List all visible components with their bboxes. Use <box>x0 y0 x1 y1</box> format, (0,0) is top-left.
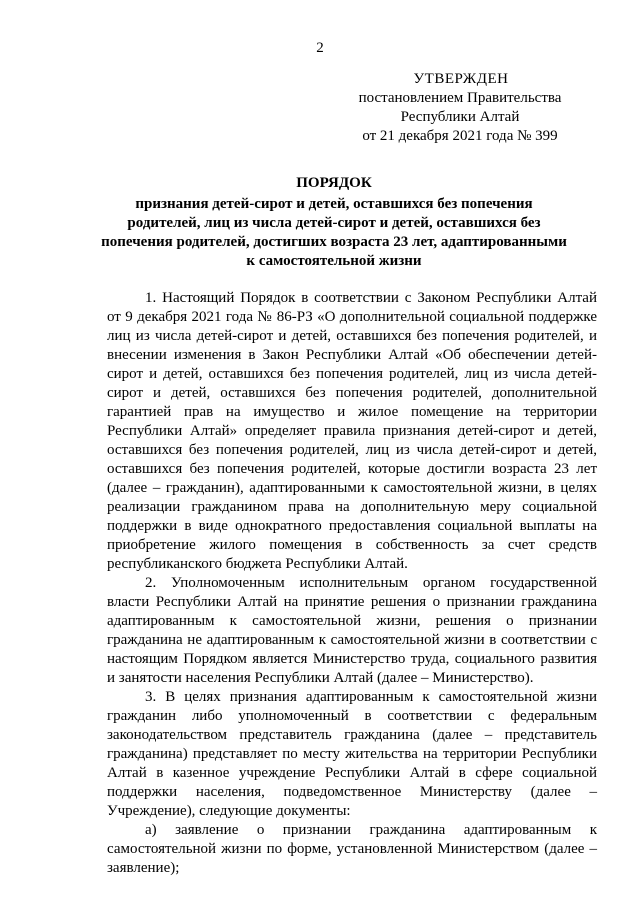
document-title-block <box>100 174 568 271</box>
page-number: 2 <box>316 40 324 56</box>
approved-heading: УТВЕРЖДЕН <box>413 71 509 87</box>
document-body <box>107 289 597 878</box>
document-title: ПОРЯДОК <box>296 175 372 191</box>
paragraph-1: 1. Настоящий Порядок в соответствии с Законом Республики Алтай от 9 декабря 2021 года № 86-РЗ «О дополнительной социальной поддержке лиц из числа детей-сирот и детей, оставшихся без попечения родителей, и внесении изменения в Закон Республики Алтай «Об обеспечении детей-сирот и детей, оставшихся без попечения родителей, лиц из числа детей-сирот и детей, оставшихся без попечения родителей, дополнительной гарантией прав на имущество и жилое помещение на территории Республики Алтай» определяет правила признания детей-сирот и детей, оставшихся без попечения родителей, лиц из числа детей-сирот и детей, оставшихся без попечения родителей, которые достигли возраста 23 лет (далее – гражданин), адаптированными к самостоятельной жизни, в целях реализации гражданином права на дополнительную меру социальной поддержки в виде однократного предоставления социальной выплаты на приобретение жилого помещения в собственность за счет средств республиканского бюджета Республики Алтай. <box>107 290 597 572</box>
document-subtitle: признания детей-сирот и детей, оставшихся без попечения родителей, лиц из числа детей-сирот и детей, оставшихся без попечения родителей, достигших возраста 23 лет, адаптированными к самостоятельной жизни <box>101 196 567 269</box>
approval-stamp <box>320 70 600 146</box>
paragraph-3: 3. В целях признания адаптированным к самостоятельной жизни гражданин либо уполномоченный в соответствии с федеральным законодательством представитель гражданина (далее – представитель гражданина) представляет по месту жительства на территории Республики Алтай в казенное учреждение Республики Алтай в сфере социальной поддержки населения, подведомственное Министерству (далее – Учреждение), следующие документы: <box>107 689 597 819</box>
paragraph-2: 2. Уполномоченным исполнительным органом государственной власти Республики Алтай на принятие решения о признании гражданина адаптированным к самостоятельной жизни, решения о признании гражданина не адаптированным к самостоятельной жизни в соответствии с настоящим Порядком является Министерство труда, социального развития и занятости населения Республики Алтай (далее – Министерство). <box>107 575 597 686</box>
approval-line-3: от 21 декабря 2021 года № 399 <box>362 128 558 144</box>
paragraph-3a: а) заявление о признании гражданина адаптированным к самостоятельной жизни по форме, установленной Министерством (далее – заявление); <box>107 822 597 876</box>
approval-line-1: постановлением Правительства <box>358 90 562 106</box>
approval-line-2: Республики Алтай <box>400 109 520 125</box>
